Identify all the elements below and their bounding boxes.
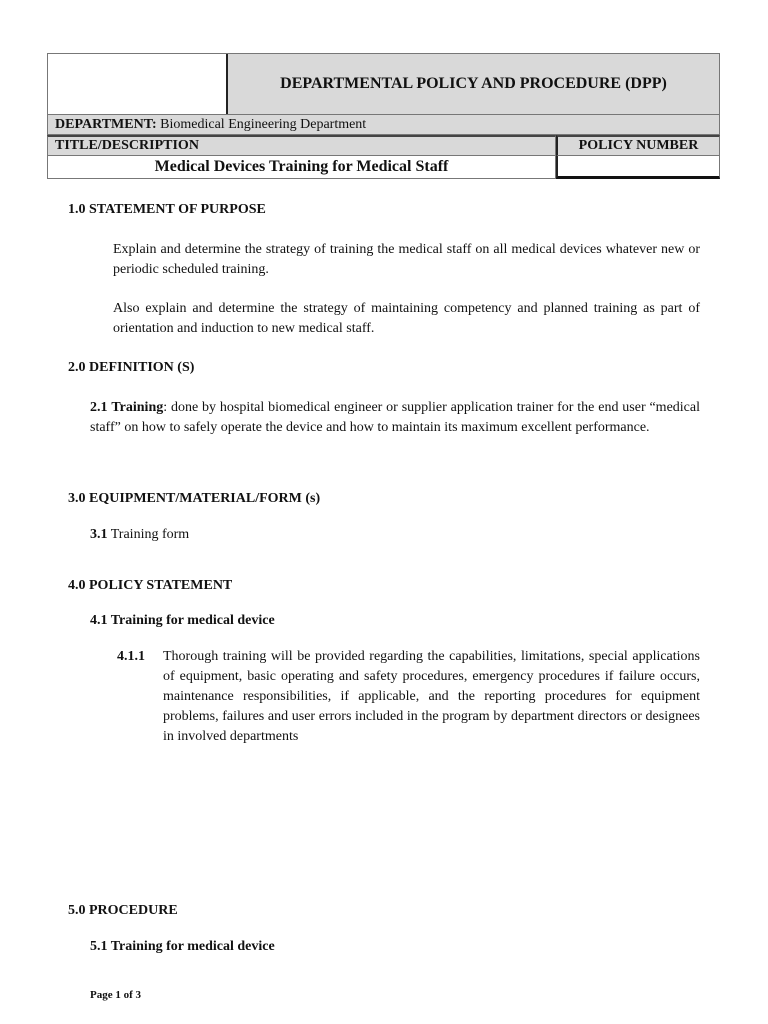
policy-item-4-1-1 <box>117 647 700 747</box>
section-4-1-heading: 4.1 Training for medical device <box>90 613 275 628</box>
department-row <box>47 115 720 135</box>
equipment-item-number: 3.1 <box>90 527 108 542</box>
policy-item-number: 4.1.1 <box>117 649 145 664</box>
section-1-paragraph-2: Also explain and determine the strategy of maintaining competency and planned training as part of orientation and induction to new medical staff. <box>113 301 700 336</box>
definition-number: 2.1 <box>90 400 108 415</box>
policy-title: Medical Devices Training for Medical Staff <box>47 156 556 179</box>
definition-term: Training <box>111 400 164 415</box>
definition-training <box>90 398 700 438</box>
policy-number-label: POLICY NUMBER <box>556 135 720 156</box>
policy-number-value <box>556 156 720 179</box>
dpp-header-table <box>47 53 720 179</box>
department-value: Biomedical Engineering Department <box>160 117 367 132</box>
title-description-label: TITLE/DESCRIPTION <box>47 135 556 156</box>
department-label: DEPARTMENT: <box>55 117 157 132</box>
section-5-heading: 5.0 PROCEDURE <box>68 903 178 918</box>
header-top-row <box>47 53 720 115</box>
section-5-1-heading: 5.1 Training for medical device <box>90 939 275 954</box>
section-1-heading: 1.0 STATEMENT OF PURPOSE <box>68 202 266 217</box>
equipment-item-text: Training form <box>110 527 190 542</box>
section-4-heading: 4.0 POLICY STATEMENT <box>68 578 233 593</box>
equipment-item <box>90 527 189 543</box>
document-title: DEPARTMENTAL POLICY AND PROCEDURE (DPP) <box>228 54 719 114</box>
page-number: Page 1 of 3 <box>90 989 142 1001</box>
policy-item-text: Thorough training will be provided regarding the capabilities, limitations, special applications of equipment, basic operating and safety procedures, emergency procedures if failure occurs, maintenance responsibilities, if applicable, and the reporting procedures for equipment problems, failures and user errors included in the program by department directors or designees in involved departments <box>163 649 700 744</box>
logo-cell <box>48 54 228 114</box>
section-3-heading: 3.0 EQUIPMENT/MATERIAL/FORM (s) <box>68 491 321 506</box>
definition-text: : done by hospital biomedical engineer or supplier application trainer for the end user “medical staff” on how to safely operate the device and how to maintain its maximum excellent performance. <box>90 400 700 435</box>
section-1-paragraph-1: Explain and determine the strategy of training the medical staff on all medical devices whatever new or periodic scheduled training. <box>113 242 700 277</box>
section-2-heading: 2.0 DEFINITION (S) <box>68 360 195 375</box>
